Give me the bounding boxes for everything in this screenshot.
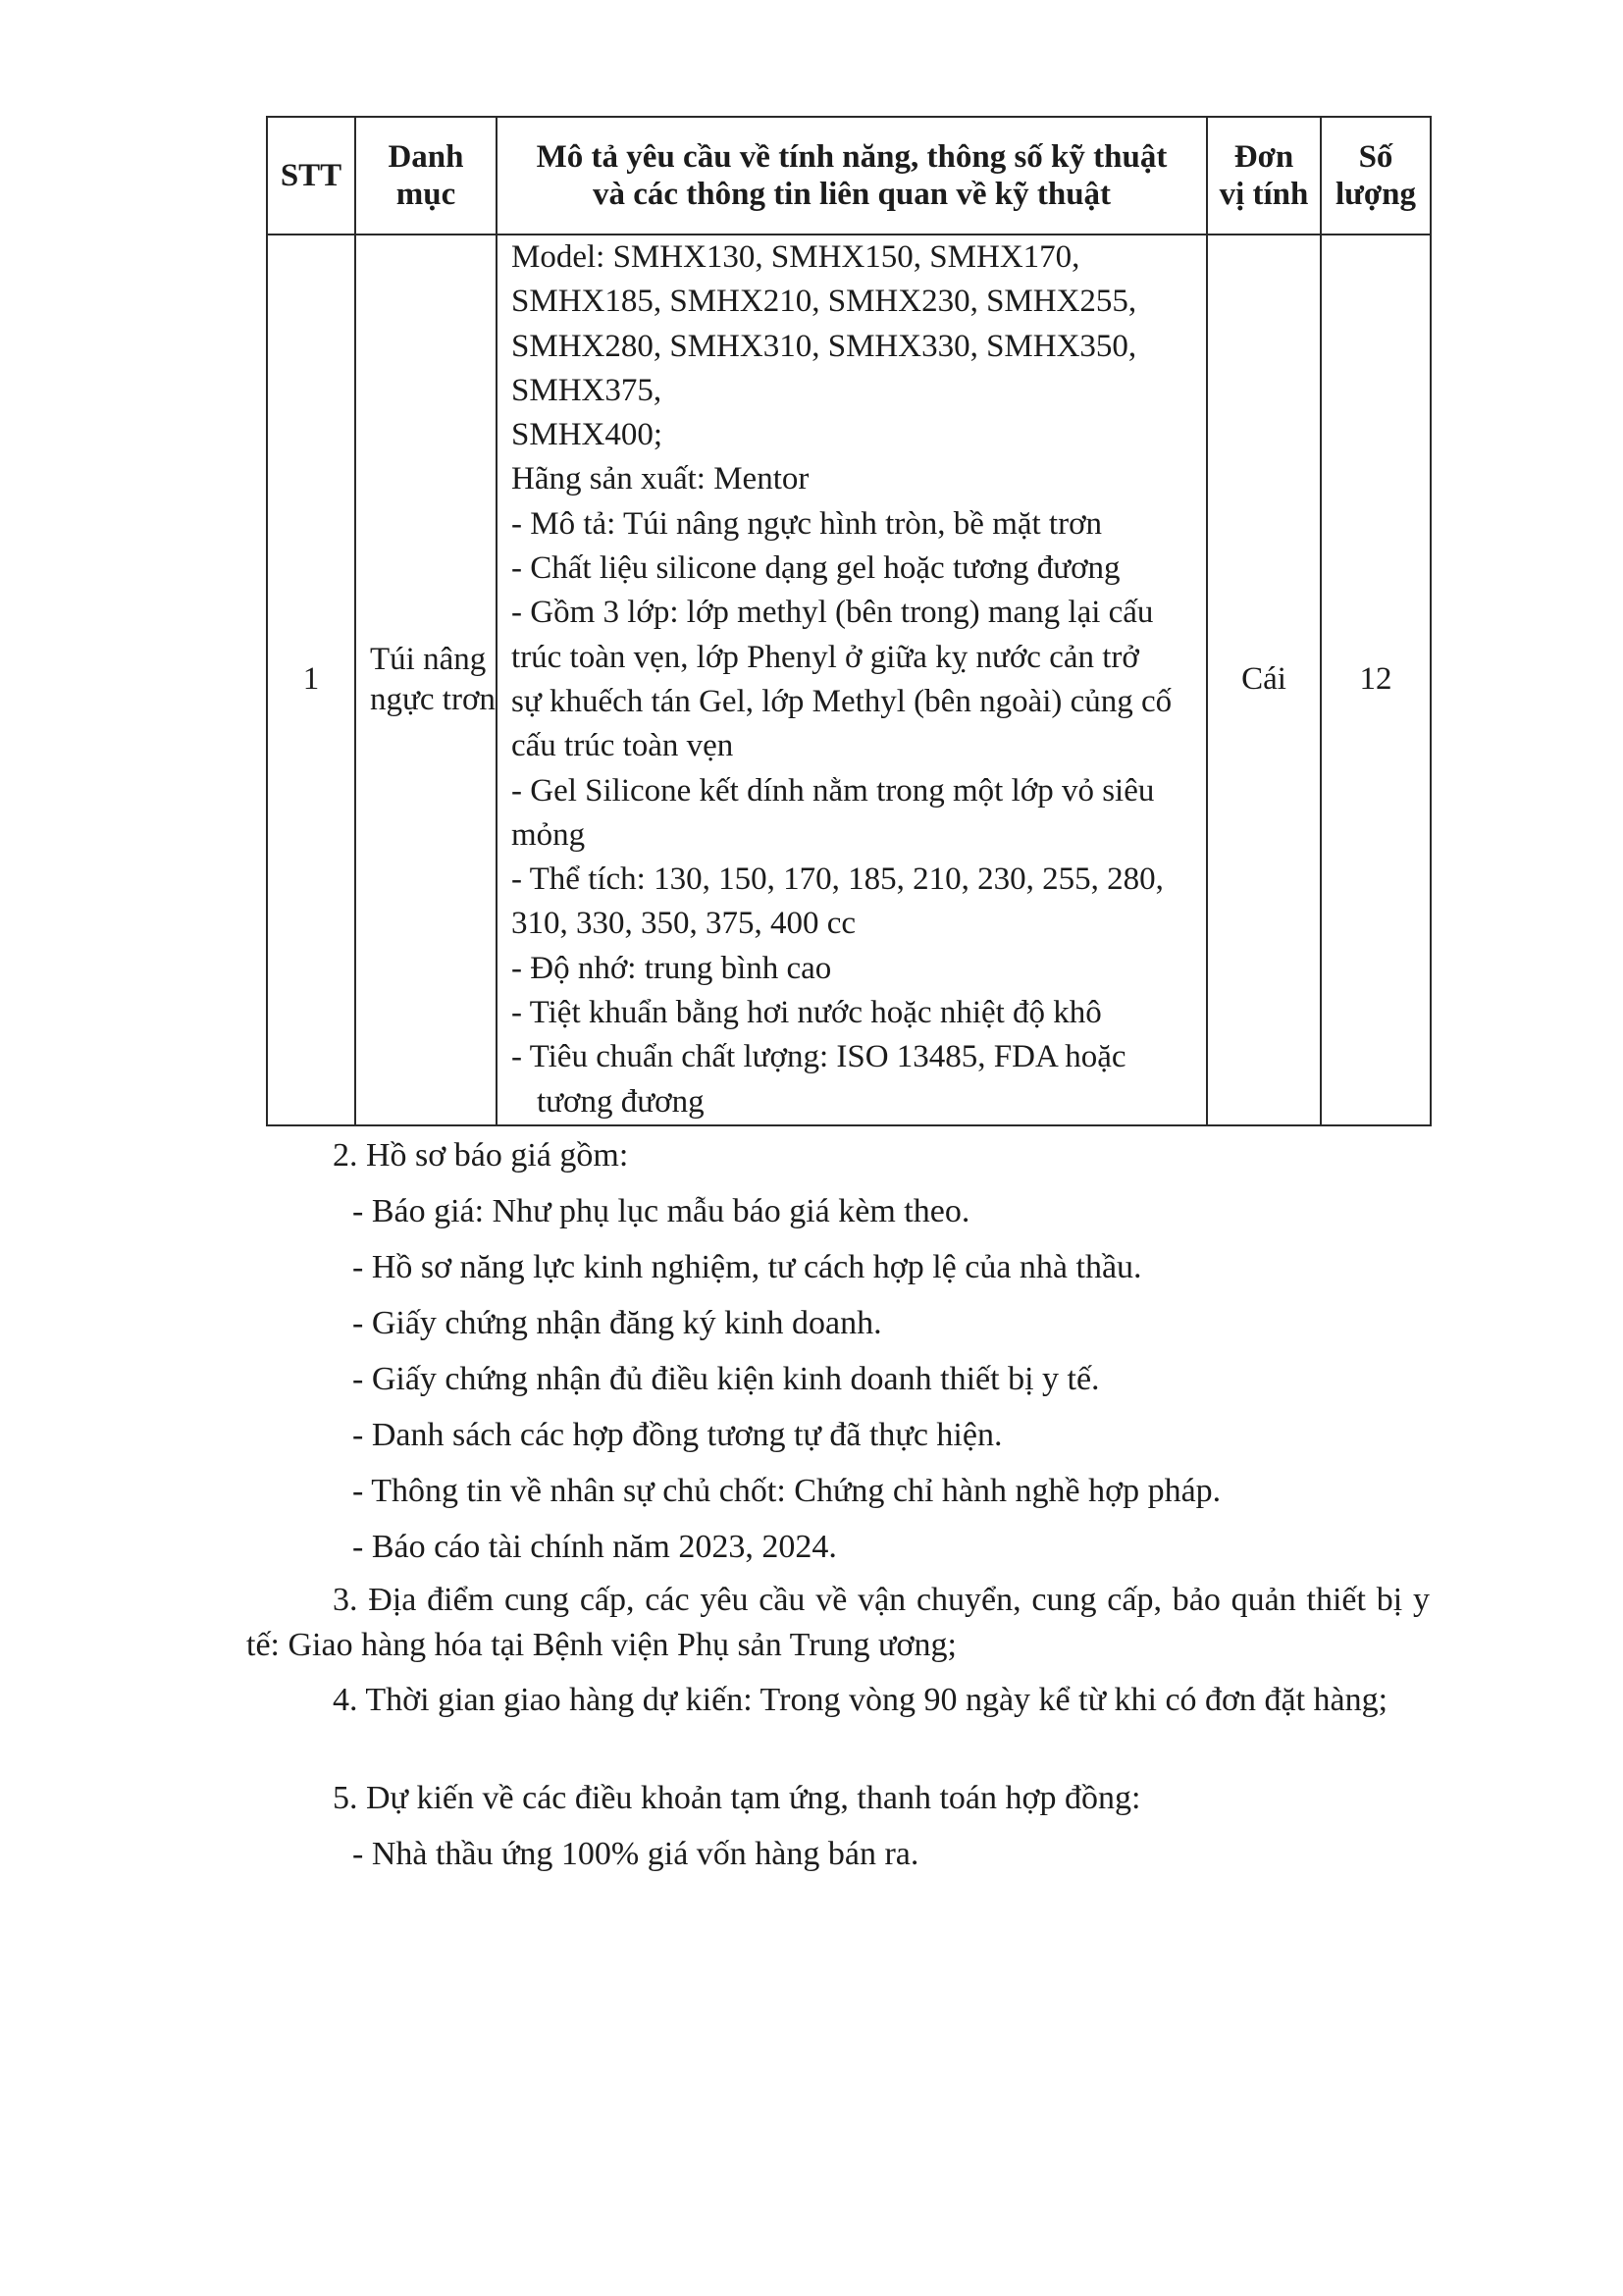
table-row [267, 235, 1431, 1125]
list-item: - Hồ sơ năng lực kinh nghiệm, tư cách hợp lệ của nhà thầu. [352, 1249, 1142, 1285]
desc-line: - Thể tích: 130, 150, 170, 185, 210, 230, 255, 280, [511, 861, 1164, 898]
section-2 [246, 1133, 1430, 1581]
desc-line: SMHX280, SMHX310, SMHX330, SMHX350, [511, 328, 1137, 364]
list-item: - Thông tin về nhân sự chủ chốt: Chứng chỉ hành nghề hợp pháp. [352, 1473, 1222, 1509]
list-item: - Báo cáo tài chính năm 2023, 2024. [352, 1529, 837, 1565]
header-category: Danh mục [355, 117, 497, 235]
desc-line: Hãng sản xuất: Mentor [511, 461, 810, 497]
desc-line: 310, 330, 350, 375, 400 cc [511, 906, 857, 942]
section-4-text: 4. Thời gian giao hàng dự kiến: Trong vòng 90 ngày kể từ khi có đơn đặt hàng; [333, 1682, 1388, 1718]
desc-line: SMHX400; [511, 417, 663, 453]
header-stt: STT [267, 117, 355, 235]
cell-unit: Cái [1207, 235, 1321, 1125]
spec-table [266, 116, 1432, 1126]
desc-line: SMHX185, SMHX210, SMHX230, SMHX255, [511, 284, 1137, 320]
desc-line: - Gel Silicone kết dính nằm trong một lớp vỏ siêu [511, 772, 1155, 809]
list-item: - Giấy chứng nhận đăng ký kinh doanh. [352, 1305, 882, 1341]
header-description: Mô tả yêu cầu về tính năng, thông số kỹ thuật và các thông tin liên quan về kỹ thuật [497, 117, 1207, 235]
desc-line: SMHX375, [511, 372, 662, 408]
cell-quantity: 12 [1321, 235, 1431, 1125]
desc-line: Model: SMHX130, SMHX150, SMHX170, [511, 239, 1080, 275]
list-item: - Danh sách các hợp đồng tương tự đã thực hiện. [352, 1417, 1003, 1453]
desc-line: mỏng [511, 816, 586, 853]
section-5 [246, 1776, 1430, 1888]
section-3 [246, 1578, 1430, 1680]
desc-line: sự khuếch tán Gel, lớp Methyl (bên ngoài) củng cố [511, 683, 1173, 719]
cell-category: Túi nâng ngực trơn [355, 235, 497, 1125]
section-2-heading: 2. Hồ sơ báo giá gồm: [333, 1137, 629, 1174]
desc-line: - Chất liệu silicone dạng gel hoặc tương đương [511, 550, 1121, 587]
cell-stt: 1 [267, 235, 355, 1125]
list-item: - Giấy chứng nhận đủ điều kiện kinh doanh thiết bị y tế. [352, 1361, 1100, 1397]
desc-line: - Tiêu chuẩn chất lượng: ISO 13485, FDA hoặc [511, 1039, 1126, 1075]
desc-line: - Mô tả: Túi nâng ngực hình tròn, bề mặt trơn [511, 505, 1103, 542]
list-item: - Nhà thầu ứng 100% giá vốn hàng bán ra. [352, 1836, 919, 1872]
desc-line: trúc toàn vẹn, lớp Phenyl ở giữa kỵ nước cản trở [511, 639, 1139, 675]
header-quantity: Số lượng [1321, 117, 1431, 235]
desc-line: - Tiệt khuẩn bằng hơi nước hoặc nhiệt độ khô [511, 995, 1102, 1031]
section-4 [246, 1678, 1430, 1735]
desc-line: - Độ nhớ: trung bình cao [511, 950, 832, 986]
desc-line: tương đương [537, 1083, 705, 1120]
desc-line: - Gồm 3 lớp: lớp methyl (bên trong) mang lại cấu [511, 595, 1154, 631]
desc-line: cấu trúc toàn vẹn [511, 728, 734, 764]
section-3-text: 3. Địa điểm cung cấp, các yêu cầu về vận chuyển, cung cấp, bảo quản thiết bị y tế: Giao hàng hóa tại Bệnh viện Phụ sản Trung ương; [246, 1582, 1430, 1663]
table-header-row [267, 117, 1431, 235]
list-item: - Báo giá: Như phụ lục mẫu báo giá kèm theo. [352, 1193, 970, 1229]
section-5-heading: 5. Dự kiến về các điều khoản tạm ứng, thanh toán hợp đồng: [333, 1780, 1141, 1816]
header-unit: Đơn vị tính [1207, 117, 1321, 235]
cell-description [497, 235, 1207, 1125]
